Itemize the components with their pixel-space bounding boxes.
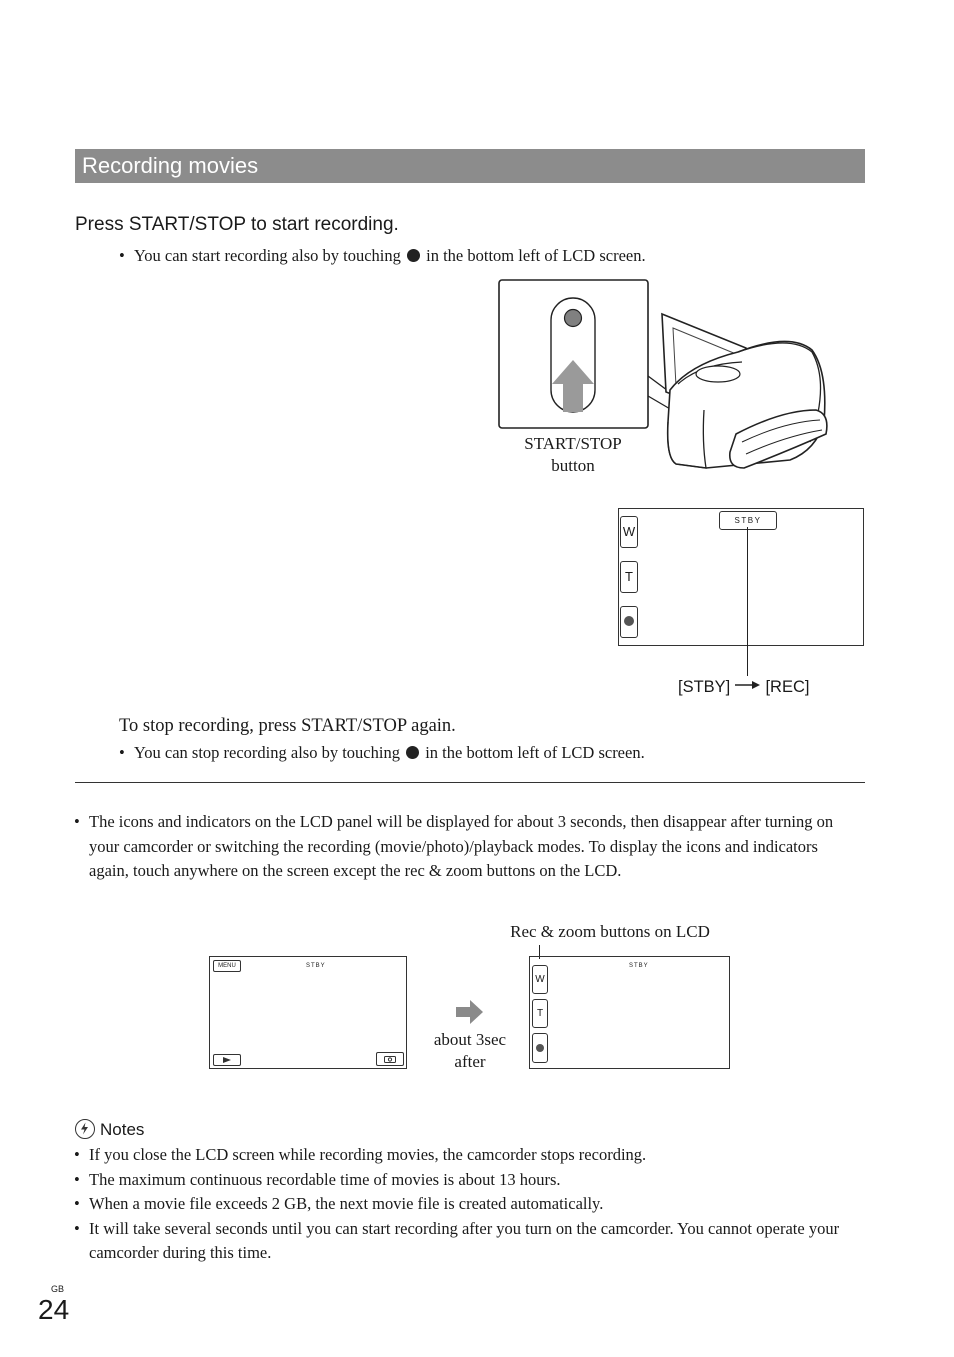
about-3sec-caption: about 3sec after xyxy=(433,1030,507,1071)
rec-dot-icon xyxy=(624,616,634,626)
info-paragraph: • The icons and indicators on the LCD panel will be displayed for about 3 seconds, then disappear after turning on your camcorder or switching the recording (movie/photo)/playback modes. To display the icons and indicators again, touch anywhere on the screen except the rec & zoom buttons on the LCD. xyxy=(74,812,834,880)
stop-bullet-pre: You can stop recording also by touching xyxy=(134,743,400,762)
record-dot-icon xyxy=(407,249,420,262)
stby-rec-caption: [STBY] [REC] xyxy=(678,678,810,696)
lcd-screen-before xyxy=(209,956,407,1069)
zoom-w-button[interactable]: W xyxy=(532,965,548,994)
rec-dot-icon xyxy=(536,1044,544,1052)
mode-button[interactable] xyxy=(376,1052,404,1066)
zoom-t-button[interactable]: T xyxy=(620,561,638,593)
zoom-t-button[interactable]: T xyxy=(532,999,548,1028)
transition-arrow-icon xyxy=(456,1000,484,1024)
region-code: GB xyxy=(51,1284,65,1294)
rec-button[interactable] xyxy=(620,606,638,638)
start-bullet: • You can start recording also by touching in the bottom left of LCD screen. xyxy=(119,246,646,265)
page-number: 24 xyxy=(38,1294,70,1325)
menu-button[interactable]: MENU xyxy=(213,960,241,972)
start-stop-caption: START/STOP button xyxy=(524,434,622,475)
start-stop-button-icon xyxy=(565,310,582,327)
record-dot-icon xyxy=(406,746,419,759)
section-title: Recording movies xyxy=(82,153,259,178)
notes-list xyxy=(74,1143,849,1266)
right-arrow-icon xyxy=(735,680,761,690)
play-icon xyxy=(223,1057,231,1063)
stby-indicator: STBY xyxy=(629,963,649,969)
rec-button[interactable] xyxy=(532,1033,548,1063)
list-item: • The maximum continuous recordable time of movies is about 13 hours. xyxy=(74,1169,561,1189)
stop-bullet: • You can stop recording also by touching in the bottom left of LCD screen. xyxy=(119,743,645,762)
camera-icon xyxy=(384,1055,396,1063)
step-heading: Press START/STOP to start recording. xyxy=(75,214,399,235)
stby-badge: STBY xyxy=(719,511,777,530)
section-title-bar xyxy=(75,149,865,183)
lcd-screen-after xyxy=(529,956,730,1069)
rec-zoom-label: Rec & zoom buttons on LCD xyxy=(510,922,710,941)
section-divider xyxy=(75,782,865,783)
stop-heading: To stop recording, press START/STOP again. xyxy=(119,716,456,736)
playback-button[interactable] xyxy=(213,1054,241,1066)
start-bullet-post: in the bottom left of LCD screen. xyxy=(426,246,646,265)
start-bullet-pre: You can start recording also by touching xyxy=(134,246,401,265)
lcd-screen-stby xyxy=(618,508,864,646)
stby-indicator: STBY xyxy=(306,963,326,969)
stop-bullet-post: in the bottom left of LCD screen. xyxy=(425,743,645,762)
notes-lightning-icon xyxy=(75,1119,95,1139)
stby-leader-line xyxy=(747,527,748,676)
zoom-w-button[interactable]: W xyxy=(620,516,638,548)
list-item: • When a movie file exceeds 2 GB, the next movie file is created automatically. xyxy=(74,1194,604,1213)
list-item: • If you close the LCD screen while recording movies, the camcorder stops recording. xyxy=(74,1145,647,1164)
list-item: • It will take several seconds until you can start recording after you turn on the camcorder. You cannot operate your camcorder during this time. xyxy=(74,1218,840,1262)
